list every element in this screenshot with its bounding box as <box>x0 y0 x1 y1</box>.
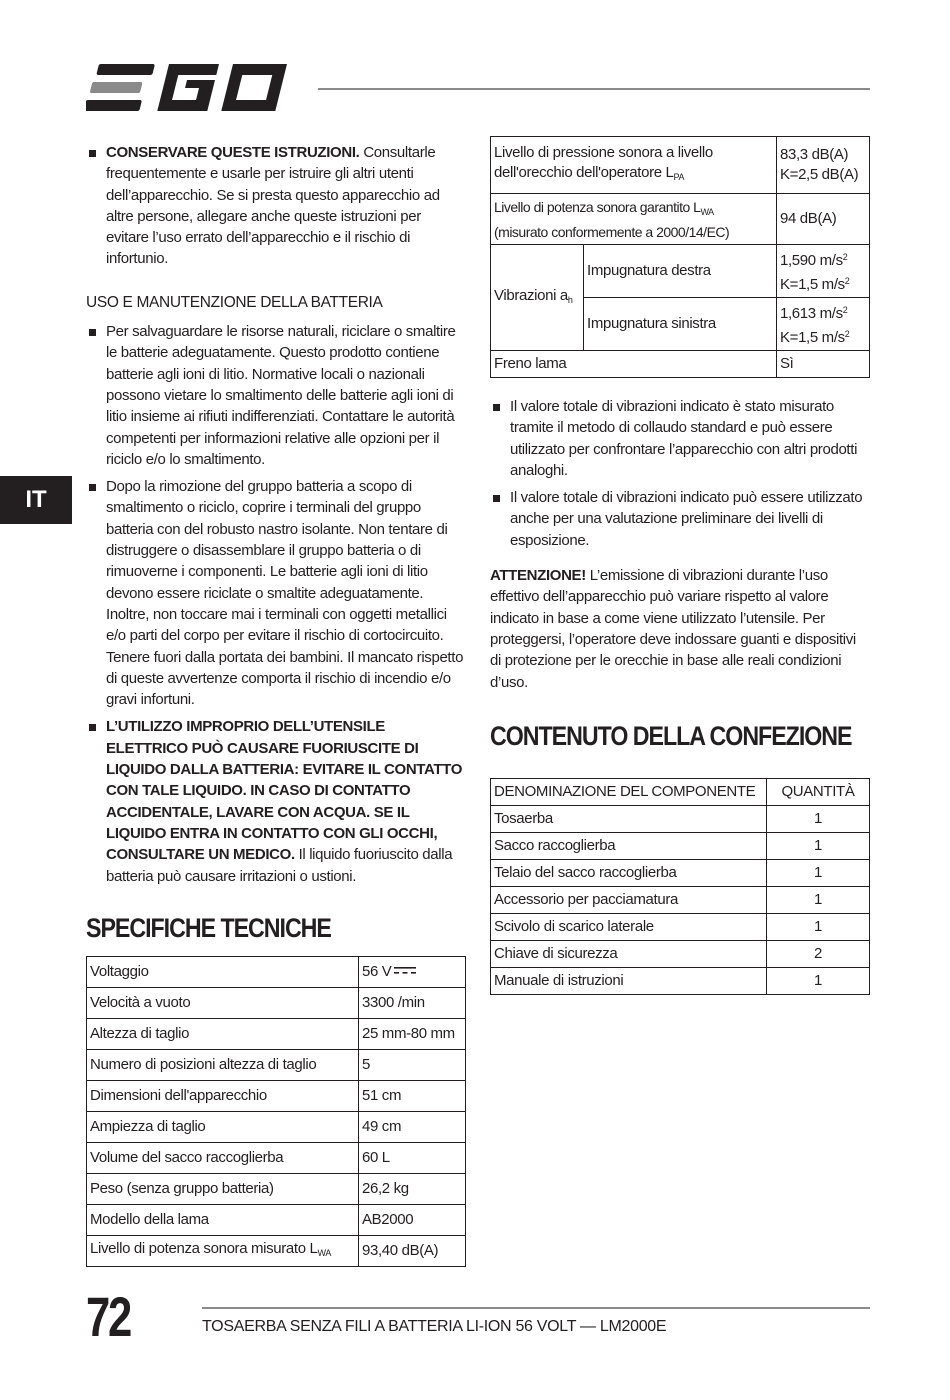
table-row <box>491 137 870 194</box>
table-row <box>87 1018 466 1049</box>
spec-label: Ampiezza di taglio <box>87 1111 359 1142</box>
pressure-label <box>491 137 777 194</box>
power-value: 94 dB(A) <box>777 194 870 245</box>
component-name: Accessorio per pacciamatura <box>491 886 767 913</box>
right-value-2: K=1,5 m/s <box>780 276 845 293</box>
table-row <box>491 940 870 967</box>
sup: 2 <box>844 329 850 339</box>
spec-label: Voltaggio <box>87 956 359 987</box>
vibration-list <box>490 396 870 551</box>
spec-value: 25 mm-80 mm <box>359 1018 466 1049</box>
component-name: Scivolo di scarico laterale <box>491 913 767 940</box>
spec-label: Dimensioni dell'apparecchio <box>87 1080 359 1111</box>
spec-label: Velocità a vuoto <box>87 987 359 1018</box>
attention-bold: ATTENZIONE! <box>490 567 586 585</box>
component-name: Manuale di istruzioni <box>491 967 767 994</box>
spec-label-sub: WA <box>317 1247 332 1258</box>
warning-text: Il liquido fuoriuscito dalla batteria può causare irritazioni o ustioni. <box>106 846 453 885</box>
component-qty: 1 <box>767 805 870 832</box>
attention-paragraph <box>490 565 870 693</box>
vib-label-text: Vibrazioni a <box>494 286 568 304</box>
list-item <box>86 716 466 886</box>
component-qty: 1 <box>767 832 870 859</box>
spec-value: 49 cm <box>359 1111 466 1142</box>
table-row <box>491 913 870 940</box>
package-table <box>490 778 870 995</box>
table-row <box>491 805 870 832</box>
spec-value: 26,2 kg <box>359 1173 466 1204</box>
spec-value: 51 cm <box>359 1080 466 1111</box>
spec-value <box>359 956 466 987</box>
pressure-sub: PA <box>673 172 685 182</box>
list-item: Dopo la rimozione del gruppo batteria a scopo di smaltimento o riciclo, coprire i terminali del gruppo batteria con del robusto nastro isolante. Non tentare di distruggere o disassemblare il gruppo batteria o di rimuoverne i componenti. Le batterie agli ioni di litio devono essere riciclate o smaltite adeguatamente. Inoltre, non toccare mai i terminali con oggetti metallici e/o parti del corpo per evitare il rischio di cortocircuito. Tenere fuori dalla portata dei bambini. Il mancato rispetto di queste avvertenze comporta il rischio di incendio e/o gravi infortuni. <box>86 476 466 710</box>
specs-table <box>86 956 466 1267</box>
vib-sub: h <box>567 294 573 305</box>
right-grip-label: Impugnatura destra <box>584 245 777 298</box>
specs-heading: SPECIFICHE TECNICHE <box>86 912 331 943</box>
component-name: Chiave di sicurezza <box>491 940 767 967</box>
intro-list <box>86 142 466 270</box>
noise-vibration-table <box>490 136 870 378</box>
table-row <box>491 832 870 859</box>
table-row <box>87 1111 466 1142</box>
spec-value-text: 56 V <box>362 962 392 980</box>
list-item: Il valore totale di vibrazioni indicato può essere utilizzato anche per una valutazione preliminare dei livelli di esposizione. <box>490 487 870 551</box>
right-grip-value <box>777 245 870 298</box>
footer-title: TOSAERBA SENZA FILI A BATTERIA LI-ION 56 VOLT — LM2000E <box>202 1318 667 1335</box>
header-rule <box>318 88 870 90</box>
pressure-value-2: K=2,5 dB(A) <box>780 166 859 183</box>
table-row <box>87 956 466 987</box>
package-heading: CONTENUTO DELLA CONFEZIONE <box>490 720 852 751</box>
table-row <box>491 859 870 886</box>
component-name: Tosaerba <box>491 805 767 832</box>
spec-value: AB2000 <box>359 1204 466 1235</box>
component-qty: 1 <box>767 967 870 994</box>
page-number: 72 <box>86 1285 130 1348</box>
power-sub: WA <box>700 206 714 217</box>
component-qty: 1 <box>767 913 870 940</box>
left-grip-value <box>777 298 870 351</box>
vib-label <box>491 245 584 351</box>
pressure-value <box>777 137 870 194</box>
bullet-text: Consultarle frequentemente e usarle per istruire gli altri utenti dell’apparecchio. Se si presta questo apparecchio ad altre persone, allegare anche queste istruzioni per evitare l’uso errato dell’apparecchio e il rischio di infortunio. <box>106 144 440 268</box>
table-row <box>87 1142 466 1173</box>
battery-list <box>86 321 466 887</box>
table-row <box>491 194 870 245</box>
spec-label: Peso (senza gruppo batteria) <box>87 1173 359 1204</box>
pressure-value-1: 83,3 dB(A) <box>780 146 849 163</box>
table-row <box>87 1080 466 1111</box>
header-qty: QUANTITÀ <box>767 778 870 805</box>
battery-heading: USO E MANUTENZIONE DELLA BATTERIA <box>86 293 383 311</box>
component-name: Telaio del sacco raccoglierba <box>491 859 767 886</box>
attention-text: L’emissione di vibrazioni durante l’uso effettivo dell’apparecchio può variare rispetto al valore indicato in base a come viene utilizzato l’utensile. Per proteggersi, l’operatore deve indossare guanti e dispositivi di protezione per le orecchie in base alle reali condizioni d’uso. <box>490 567 856 691</box>
left-value-2: K=1,5 m/s <box>780 329 845 346</box>
left-value-1: 1,613 m/s <box>780 305 843 322</box>
spec-value: 3300 /min <box>359 987 466 1018</box>
power-label-text: Livello di potenza sonora garantito L <box>494 198 701 215</box>
brake-label: Freno lama <box>491 351 777 378</box>
spec-label: Volume del sacco raccoglierba <box>87 1142 359 1173</box>
table-row <box>491 967 870 994</box>
table-row <box>87 1204 466 1235</box>
language-tab: IT <box>0 476 72 524</box>
spec-value: 5 <box>359 1049 466 1080</box>
list-item: Il valore totale di vibrazioni indicato è stato misurato tramite il metodo di collaudo standard e può essere utilizzato per confrontare l’apparecchio con altri prodotti analoghi. <box>490 396 870 481</box>
component-qty: 1 <box>767 859 870 886</box>
right-value-1: 1,590 m/s <box>780 252 843 269</box>
spec-label-text: Livello di potenza sonora misurato L <box>90 1239 318 1257</box>
pressure-label-text: Livello di pressione sonora a livello dell'orecchio dell'operatore L <box>494 144 713 181</box>
spec-label: Numero di posizioni altezza di taglio <box>87 1049 359 1080</box>
ego-logo <box>86 60 298 116</box>
table-row <box>491 351 870 378</box>
spec-label: Modello della lama <box>87 1204 359 1235</box>
spec-value: 60 L <box>359 1142 466 1173</box>
power-label-2: (misurato conformemente a 2000/14/EC) <box>494 223 730 240</box>
component-qty: 1 <box>767 886 870 913</box>
list-item <box>86 142 466 270</box>
bullet-bold: CONSERVARE QUESTE ISTRUZIONI. <box>106 144 360 161</box>
table-row <box>491 886 870 913</box>
dc-symbol-icon <box>394 965 416 975</box>
table-row <box>87 1049 466 1080</box>
spec-label: Altezza di taglio <box>87 1018 359 1049</box>
spec-label <box>87 1235 359 1266</box>
power-label <box>491 194 777 245</box>
list-item: Per salvaguardare le risorse naturali, riciclare o smaltire le batterie adeguatamente. Questo prodotto contiene batterie agli ioni di litio. Normative locali o nazionali possono vietare lo smaltimento delle batterie agli ioni di litio insieme ai rifiuti indifferenziati. Contattare le autorità competenti per informazioni relative alle opzioni per il riciclo e/o lo smaltimento. <box>86 321 466 470</box>
right-column <box>490 136 870 995</box>
table-row <box>491 245 870 298</box>
component-qty: 2 <box>767 940 870 967</box>
component-name: Sacco raccoglierba <box>491 832 767 859</box>
sup: 2 <box>842 305 848 315</box>
spec-value: 93,40 dB(A) <box>359 1235 466 1266</box>
warning-bold: L’UTILIZZO IMPROPRIO DELL’UTENSILE ELETTRICO PUÒ CAUSARE FUORIUSCITE DI LIQUIDO DALLA BATTERIA: EVITARE IL CONTATTO CON TALE LIQUIDO. IN CASO DI CONTATTO ACCIDENTALE, LAVARE CON ACQUA. SE IL LIQUIDO ENTRA IN CONTATTO CON GLI OCCHI, CONSULTARE UN MEDICO. <box>106 718 463 864</box>
brake-value: Sì <box>777 351 870 378</box>
table-row <box>87 987 466 1018</box>
table-row <box>87 1173 466 1204</box>
table-header-row <box>491 778 870 805</box>
sup: 2 <box>844 276 850 286</box>
header-name: DENOMINAZIONE DEL COMPONENTE <box>491 778 767 805</box>
left-column <box>86 142 466 1267</box>
table-row <box>87 1235 466 1266</box>
footer-rule <box>202 1307 870 1309</box>
sup: 2 <box>842 252 848 262</box>
left-grip-label: Impugnatura sinistra <box>584 298 777 351</box>
